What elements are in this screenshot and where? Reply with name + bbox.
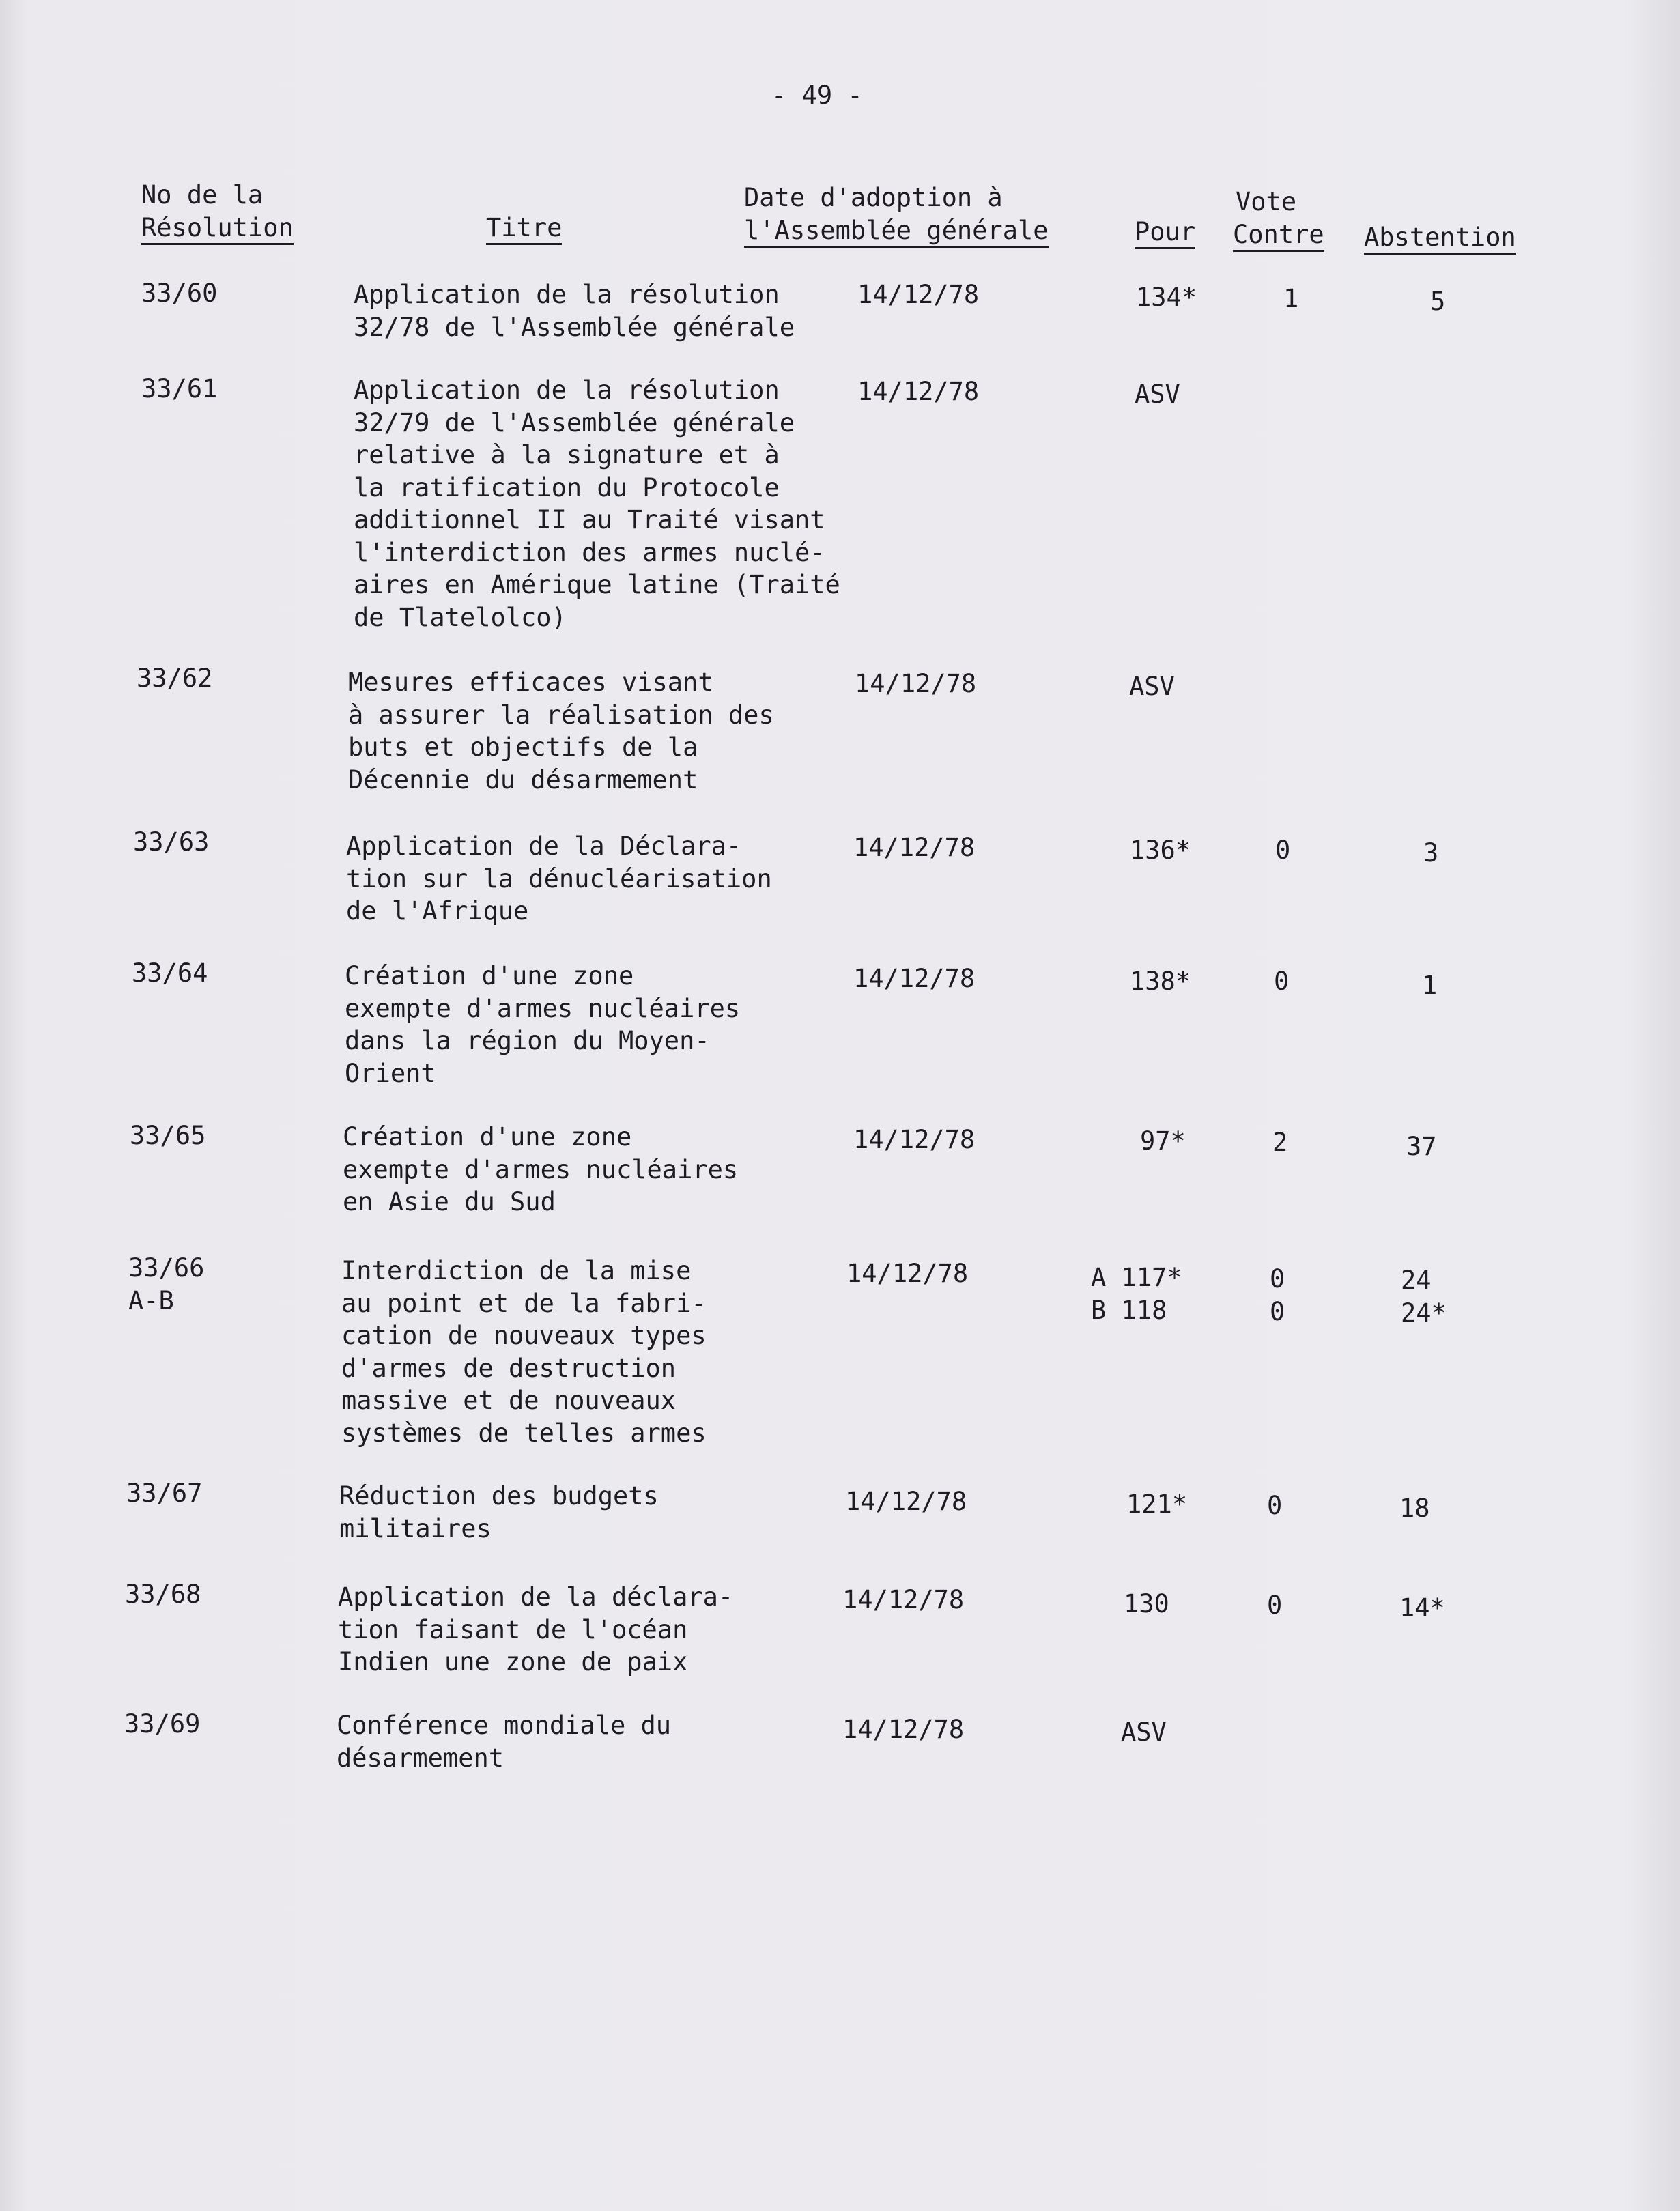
row-number: 33/64 [132,958,208,988]
header-date-line2: l'Assemblée générale [744,216,1049,248]
row-abstention: 3 [1423,838,1439,868]
row-title: Interdiction de la mise au point et de la fabri- cation de nouveaux types d'armes de destruction massive et de nouveaux systèmes de telles armes [341,1256,707,1448]
row-abstention: 1 [1422,971,1438,1000]
row-date: 14/12/78 [853,964,976,993]
header-resolution [141,179,294,244]
row-pour: 134* [1136,283,1197,312]
row-contre: 0 [1267,1591,1283,1620]
header-abstention-label: Abstention [1364,223,1516,255]
row-date: 14/12/78 [857,280,980,309]
row-contre: 0 [1267,1491,1283,1520]
row-pour: 121* [1126,1489,1188,1519]
row-contre: 2 [1272,1128,1288,1157]
row-abstention: 37 [1406,1132,1437,1161]
row-pour: ASV [1121,1717,1167,1747]
row-number: 33/69 [124,1709,201,1739]
row-number: 33/63 [133,827,210,857]
row-number: 33/66 A-B [128,1253,205,1315]
header-vote-label: Vote [1236,187,1297,216]
row-abstention: 5 [1430,287,1446,316]
row-title: Application de la résolution 32/78 de l'Assemblée générale [354,280,795,342]
row-abstention: 18 [1399,1494,1430,1523]
row-title: Création d'une zone exempte d'armes nucléaires dans la région du Moyen- Orient [345,961,741,1088]
header-date-line1: Date d'adoption à [744,183,1003,212]
row-number: 33/67 [126,1479,203,1508]
row-abstention: 14* [1399,1593,1445,1623]
row-date: 14/12/78 [855,669,977,698]
row-date: 14/12/78 [845,1487,967,1516]
row-contre: 0 [1275,836,1291,865]
row-number: 33/62 [137,664,213,693]
row-contre: 0 [1274,967,1290,996]
row-pour: A 117* B 118 [1091,1263,1182,1325]
header-titre [486,212,562,244]
row-pour: 97* [1140,1126,1186,1156]
row-number: 33/68 [125,1580,201,1609]
row-contre: 0 0 [1270,1264,1285,1326]
row-title: Création d'une zone exempte d'armes nucléaires en Asie du Sud [343,1122,739,1216]
row-pour: 130 [1124,1589,1169,1618]
row-date: 14/12/78 [846,1259,969,1288]
row-date: 14/12/78 [842,1585,965,1614]
header-date [744,182,1049,247]
row-number: 33/61 [141,374,218,403]
row-pour: ASV [1135,380,1180,409]
row-title: Application de la résolution 32/79 de l'Assemblée générale relative à la signature et à la ratification du Protocole additionnel II au Traité visant l'interdiction des armes nuclé- aires en Amérique latine (Traité de Tlatelolco) [354,375,840,632]
header-titre-label: Titre [486,213,562,245]
row-title: Réduction des budgets militaires [339,1481,659,1543]
row-pour: 136* [1130,836,1191,865]
header-resolution-line1: No de la [141,180,264,210]
header-contre [1233,218,1324,251]
row-date: 14/12/78 [853,833,976,862]
row-number: 33/60 [141,279,218,308]
row-title: Application de la Déclara- tion sur la dénucléarisation de l'Afrique [346,831,772,926]
header-vote [1236,186,1296,218]
row-date: 14/12/78 [853,1125,976,1154]
row-pour: ASV [1129,672,1175,701]
row-pour: 138* [1130,967,1191,996]
header-contre-label: Contre [1233,220,1324,252]
page-number: - 49 - [771,81,863,110]
row-title: Mesures efficaces visant à assurer la réalisation des buts et objectifs de la Décennie du désarmement [348,668,774,795]
row-title: Application de la déclara- tion faisant de l'océan Indien une zone de paix [338,1582,734,1677]
row-date: 14/12/78 [842,1715,965,1744]
row-abstention: 24 24* [1401,1266,1447,1328]
header-resolution-line2: Résolution [141,213,294,245]
header-abstention [1364,221,1516,254]
header-pour [1135,216,1195,248]
row-date: 14/12/78 [857,377,980,406]
row-contre: 1 [1283,284,1299,313]
header-pour-label: Pour [1135,217,1195,249]
row-title: Conférence mondiale du désarmement [337,1711,672,1773]
bleed-through [915,287,1597,969]
row-number: 33/65 [130,1121,206,1150]
